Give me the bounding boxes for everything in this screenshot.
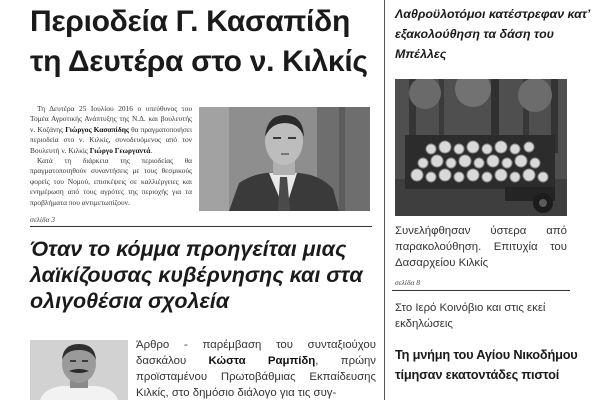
author-name: Κώστα Ραμπίδη [208, 355, 316, 367]
main-article-body [30, 104, 192, 208]
school-article-body: Άρθρο - παρέμβαση του συνταξιούχου δασκάλου Κώστα Ραμπίδη, πρώην προϊσταμένου Πρωτοβάθμιας Εκπαίδευσης Κιλκίς, στο δημόσιο διάλογο για τις συγ- [136, 339, 376, 399]
main-article-paragraph-1: Τη Δευτέρα 25 Ιουλίου 2016 ο υπεύθυνος του Τομέα Αγροτικής Ανάπτυξης της Ν.Δ. και βουλευτής ν. Κοζάνης Γιώργος Κασαπίδης θα πραγματοποιήσει περιοδεία στο ν. Κιλκίς, συνοδευόμενος από τον Βουλευτή ν. Κιλκίς Γιώργο Γεωργαντά. [30, 104, 192, 155]
main-headline: Περιοδεία Γ. Κασαπίδη τη Δευτέρα στο ν. Κιλκίς [30, 5, 368, 78]
page-reference: σελίδα 3 [30, 215, 56, 224]
main-article-paragraph-2: Κατά τη διάρκεια της περιοδείας θα πραγματοποιηθούν συναντήσεις με τους θεσμικούς φορείς του Νομού, επισκέψεις σε καλλιέργειες και ενημέρωση από τους αγρότες της περιοχής για τα προβλήματα που αντιμετωπίζουν. [30, 156, 192, 207]
section-divider [30, 226, 372, 227]
author-photo [30, 340, 128, 400]
section-divider [392, 290, 570, 291]
school-article-headline: Όταν το κόμμα προηγείται μιας λαϊκίζουσας κυβέρνησης και στα ολιγοθέσια σχολεία [30, 237, 363, 313]
monastery-article-kicker: Στο Ιερό Κοινόβιο και στις εκεί εκδηλώσεις [395, 302, 546, 330]
monastery-article-headline: Τη μνήμη του Αγίου Νικοδήμου τίμησαν εκατοντάδες πιστοί [395, 347, 578, 382]
politician-name: Γιώργος Κασαπίδης [65, 124, 130, 134]
forest-article-headline: Λαθροϋλοτόμοι κατέστρεφαν κατ’ εξακολούθηση τα δάση του Μπέλλες [395, 7, 590, 61]
forest-logs-photo [395, 79, 567, 216]
page-reference: σελίδα 8 [395, 278, 421, 287]
politician-photo [199, 107, 370, 211]
column-divider [384, 0, 385, 400]
forest-article-body: Συνελήφθησαν ύστερα από παρακολούθηση. Επιτυχία του Δασαρχείου Κιλκίς [395, 225, 567, 269]
mp-name: Γιώργο Γεωργαντά [89, 145, 151, 155]
